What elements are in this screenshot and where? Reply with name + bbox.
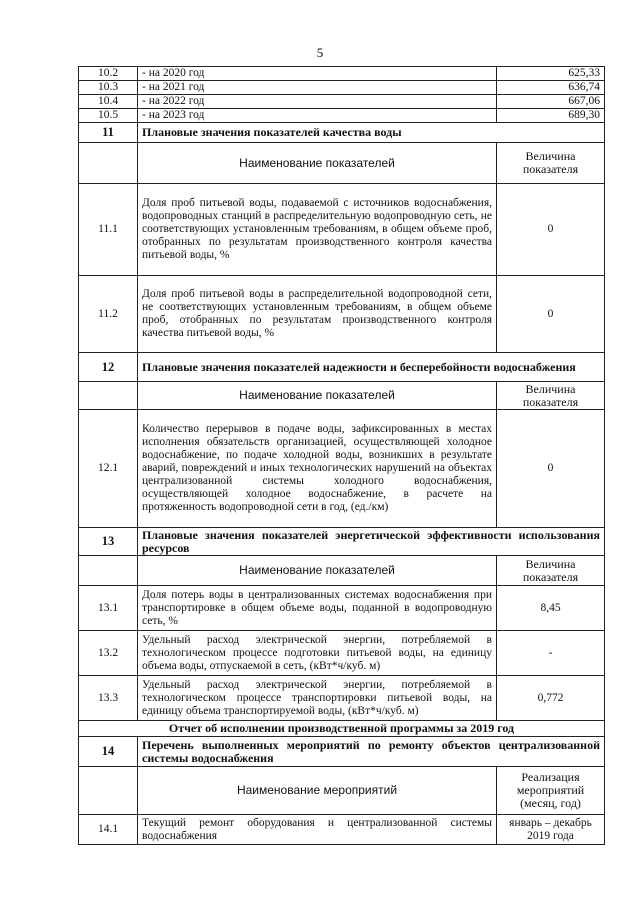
column-header-value: Величина показателя bbox=[497, 143, 605, 184]
section-header-row bbox=[79, 123, 605, 143]
row-label: - на 2021 год bbox=[138, 81, 497, 95]
row-value: 0 bbox=[497, 184, 605, 276]
table-row bbox=[79, 109, 605, 123]
section-header-row bbox=[79, 737, 605, 767]
row-value: январь – декабрь 2019 года bbox=[497, 815, 605, 845]
column-header-row bbox=[79, 143, 605, 184]
column-header-row bbox=[79, 767, 605, 815]
row-value: 625,33 bbox=[497, 67, 605, 81]
column-header-value: Реализация мероприятий (месяц, год) bbox=[497, 767, 605, 815]
row-number: 10.4 bbox=[79, 95, 138, 109]
column-header-row bbox=[79, 382, 605, 410]
row-value: 0,772 bbox=[497, 676, 605, 721]
table-row bbox=[79, 676, 605, 721]
row-text: Доля потерь воды в централизованных системах водоснабжения при транспортировке в общем объеме воды, поданной в водопроводную сеть, % bbox=[138, 586, 497, 631]
row-number: 13.1 bbox=[79, 586, 138, 631]
row-value: 667,06 bbox=[497, 95, 605, 109]
row-number: 12.1 bbox=[79, 410, 138, 528]
section-number: 14 bbox=[79, 737, 138, 767]
row-number: 13.3 bbox=[79, 676, 138, 721]
row-text: Удельный расход электрической энергии, потребляемой в технологическом процессе подготовки питьевой воды, на единицу объема воды, отпускаемой в сеть, (кВт*ч/куб. м) bbox=[138, 631, 497, 676]
row-number: 14.1 bbox=[79, 815, 138, 845]
table-row bbox=[79, 81, 605, 95]
column-header-name: Наименование показателей bbox=[138, 143, 497, 184]
row-label: - на 2023 год bbox=[138, 109, 497, 123]
row-value: 0 bbox=[497, 276, 605, 353]
section-number: 11 bbox=[79, 123, 138, 143]
row-value: 636,74 bbox=[497, 81, 605, 95]
row-label: - на 2020 год bbox=[138, 67, 497, 81]
table-row bbox=[79, 276, 605, 353]
table-row bbox=[79, 184, 605, 276]
report-title: Отчет об исполнении производственной программы за 2019 год bbox=[79, 721, 605, 737]
section-title: Плановые значения показателей энергетической эффективности использования ресурсов bbox=[138, 528, 605, 556]
section-header-row bbox=[79, 528, 605, 556]
row-number: 13.2 bbox=[79, 631, 138, 676]
column-header-name: Наименование мероприятий bbox=[138, 767, 497, 815]
column-header-value: Величина показателя bbox=[497, 382, 605, 410]
row-number: 10.3 bbox=[79, 81, 138, 95]
row-text: Текущий ремонт оборудования и централизованной системы водоснабжения bbox=[138, 815, 497, 845]
section-title: Плановые значения показателей надежности и бесперебойности водоснабжения bbox=[138, 353, 605, 382]
page-number: 5 bbox=[316, 45, 324, 60]
report-title-row bbox=[79, 721, 605, 737]
table-row bbox=[79, 95, 605, 109]
row-label: - на 2022 год bbox=[138, 95, 497, 109]
row-value: 0 bbox=[497, 410, 605, 528]
section-number: 12 bbox=[79, 353, 138, 382]
row-text: Доля проб питьевой воды, подаваемой с источников водоснабжения, водопроводных станций в распределительную водопроводную сеть, не соответствующих установленным требованиям, в общем объеме проб, отобранных по результатам производственного контроля качества питьевой воды, % bbox=[138, 184, 497, 276]
column-header-row bbox=[79, 556, 605, 586]
row-text: Количество перерывов в подаче воды, зафиксированных в местах исполнения обязательств организацией, осуществляющей холодное водоснабжение, по подаче холодной воды, возникших в результате аварий, повреждений и иных технологических нарушений на объектах централизованной системы холодного водоснабжения, осуществляющей холодное водоснабжение, в расчете на протяженность водопроводной сети в год, (ед./км) bbox=[138, 410, 497, 528]
row-number: 10.2 bbox=[79, 67, 138, 81]
row-value: - bbox=[497, 631, 605, 676]
table-row bbox=[79, 67, 605, 81]
column-header-value: Величина показателя bbox=[497, 556, 605, 586]
table-row bbox=[79, 410, 605, 528]
row-text: Удельный расход электрической энергии, потребляемой в технологическом процессе транспортировки питьевой воды, на единицу объема транспортируемой воды, (кВт*ч/куб. м) bbox=[138, 676, 497, 721]
row-text: Доля проб питьевой воды в распределительной водопроводной сети, не соответствующих установленным требованиям, в общем объеме проб, отобранных по результатам производственного контроля качества питьевой воды, % bbox=[138, 276, 497, 353]
section-title: Плановые значения показателей качества воды bbox=[138, 123, 605, 143]
column-header-name: Наименование показателей bbox=[138, 382, 497, 410]
section-header-row bbox=[79, 353, 605, 382]
section-title: Перечень выполненных мероприятий по ремонту объектов централизованной системы водоснабжения bbox=[138, 737, 605, 767]
row-number: 11.1 bbox=[79, 184, 138, 276]
table-row bbox=[79, 631, 605, 676]
row-number: 11.2 bbox=[79, 276, 138, 353]
row-number: 10.5 bbox=[79, 109, 138, 123]
row-value: 8,45 bbox=[497, 586, 605, 631]
column-header-name: Наименование показателей bbox=[138, 556, 497, 586]
program-table bbox=[78, 66, 605, 845]
table-row bbox=[79, 586, 605, 631]
table-row bbox=[79, 815, 605, 845]
section-number: 13 bbox=[79, 528, 138, 556]
row-value: 689,30 bbox=[497, 109, 605, 123]
